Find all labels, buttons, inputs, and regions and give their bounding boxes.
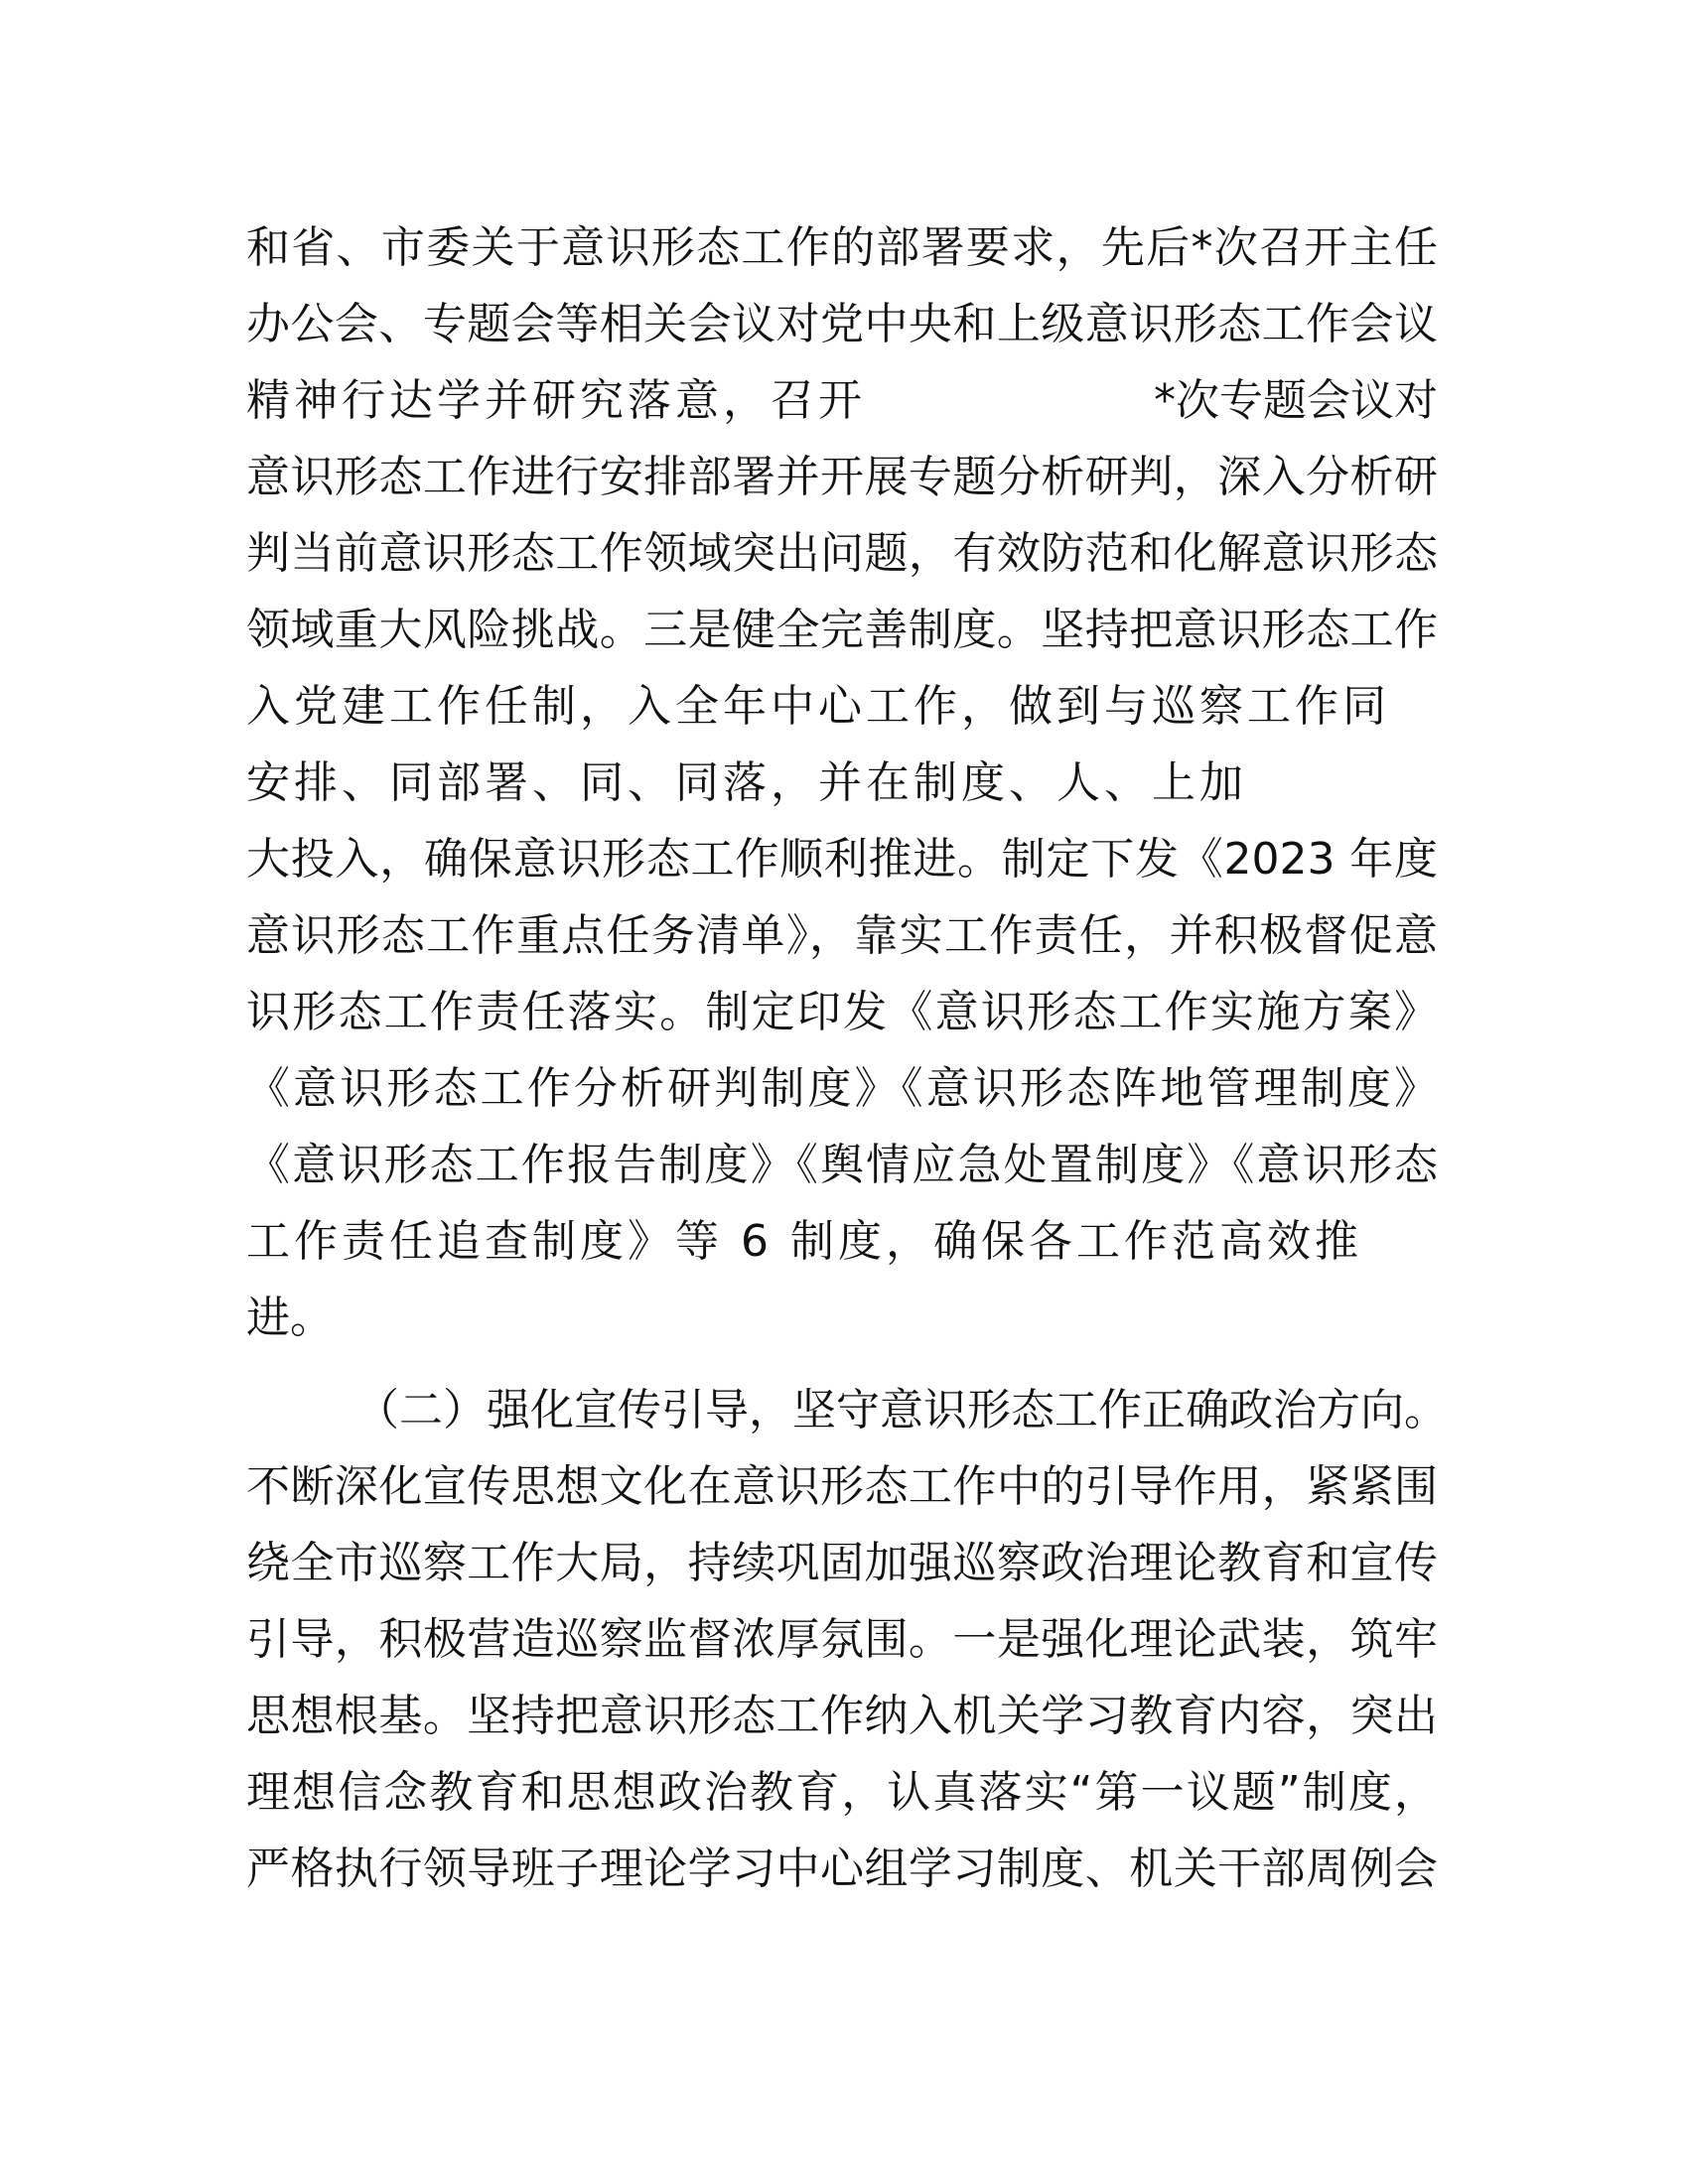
body-line: 不断深化宣传思想文化在意识形态工作中的引导作用，紧紧围: [246, 1461, 1438, 1512]
body-line-segment-left: 精神行达学并研究落意，召开: [246, 375, 866, 426]
body-line: 《意识形态工作报告制度》《舆情应急处置制度》《意识形态: [246, 1140, 1438, 1190]
body-line: 和省、市委关于意识形态工作的部署要求，先后*次召开主任: [246, 222, 1438, 273]
body-line: 《意识形态工作分析研判制度》《意识形态阵地管理制度》: [246, 1063, 1438, 1114]
body-line: 绕全市巡察工作大局，持续巩固加强巡察政治理论教育和宣传: [246, 1538, 1438, 1588]
body-line: 入党建工作任制，入全年中心工作，做到与巡察工作同: [246, 681, 1390, 732]
body-line: 识形态工作责任落实。制定印发《意识形态工作实施方案》: [246, 987, 1438, 1037]
body-line: 意识形态工作重点任务清单》，靠实工作责任，并积极督促意: [246, 910, 1438, 961]
body-line-segment-right: *次专题会议对: [1154, 375, 1438, 426]
body-line: 引导，积极营造巡察监督浓厚氛围。一是强化理论武装，筑牢: [246, 1614, 1438, 1665]
body-line: 安排、同部署、同、同落，并在制度、人、上加: [246, 757, 1247, 808]
body-line: 进。: [246, 1293, 334, 1343]
body-line: 意识形态工作进行安排部署并开展专题分析研判，深入分析研: [246, 452, 1438, 502]
section-heading-line: （二）强化宣传引导，坚守意识形态工作正确政治方向。: [355, 1385, 1448, 1435]
body-line: 严格执行领导班子理论学习中心组学习制度、机关干部周例会: [246, 1843, 1438, 1894]
body-line: 领域重大风险挑战。三是健全完善制度。坚持把意识形态工作: [246, 605, 1438, 655]
body-line: 工作责任追查制度》等 6 制度，确保各工作范高效推: [246, 1216, 1362, 1267]
body-line: 大投入，确保意识形态工作顺利推进。制定下发《2023 年度: [246, 834, 1438, 885]
body-line: 判当前意识形态工作领域突出问题，有效防范和化解意识形态: [246, 528, 1438, 579]
body-line: 理想信念教育和思想政治教育，认真落实“第一议题”制度，: [246, 1767, 1438, 1818]
body-line: 办公会、专题会等相关会议对党中央和上级意识形态工作会议: [246, 299, 1438, 349]
body-line-split: [246, 366, 1438, 436]
body-line: 思想根基。坚持把意识形态工作纳入机关学习教育内容，突出: [246, 1691, 1438, 1741]
